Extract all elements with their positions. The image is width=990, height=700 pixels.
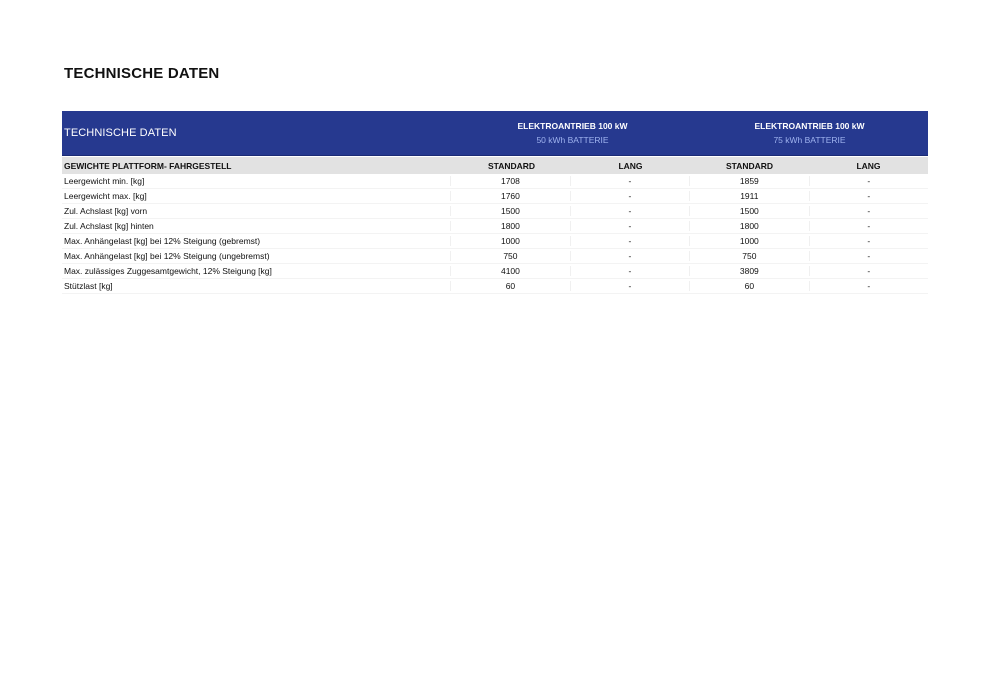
table-header-label: TECHNISCHE DATEN — [64, 127, 177, 139]
table-cell: 1500 — [450, 206, 569, 216]
table-cell: 1000 — [450, 236, 569, 246]
table-cell: - — [809, 221, 928, 231]
table-cell: 1500 — [689, 206, 808, 216]
column-header: LANG — [856, 160, 881, 171]
battery-label: 50 kWh BATTERIE — [536, 135, 609, 145]
table-cell: - — [809, 281, 928, 291]
table-cell: - — [570, 221, 689, 231]
table-cell: - — [809, 251, 928, 261]
engine-group-50kwh — [454, 119, 691, 147]
section-header — [62, 157, 928, 174]
engine-label: ELEKTROANTRIEB 100 kW — [517, 121, 628, 131]
table-cell: 1911 — [689, 191, 808, 201]
table-cell: 4100 — [450, 266, 569, 276]
column-header: STANDARD — [725, 160, 774, 171]
table-cell: 750 — [450, 251, 569, 261]
table-cell: 3809 — [689, 266, 808, 276]
row-label: Zul. Achslast [kg] vorn — [64, 206, 148, 216]
table-body — [62, 174, 928, 294]
row-label: Max. Anhängelast [kg] bei 12% Steigung (ungebremst) — [64, 251, 270, 261]
table-row — [62, 174, 928, 189]
engine-group-75kwh — [691, 119, 928, 147]
row-label: Max. zulässiges Zuggesamtgewicht, 12% Steigung [kg] — [64, 266, 272, 276]
table-cell: - — [570, 206, 689, 216]
table-row — [62, 249, 928, 264]
section-label: GEWICHTE PLATTFORM- FAHRGESTELL — [64, 160, 232, 171]
column-header: STANDARD — [487, 160, 536, 171]
table-cell: - — [809, 191, 928, 201]
table-cell: - — [809, 236, 928, 246]
table-row — [62, 189, 928, 204]
page-title: TECHNISCHE DATEN — [64, 65, 220, 82]
battery-label: 75 kWh BATTERIE — [773, 135, 846, 145]
column-header: LANG — [618, 160, 643, 171]
row-label: Stützlast [kg] — [64, 281, 113, 291]
table-row — [62, 204, 928, 219]
table-cell: 60 — [450, 281, 569, 291]
table-cell: - — [809, 206, 928, 216]
table-row — [62, 279, 928, 294]
table-row — [62, 264, 928, 279]
table-cell: - — [570, 191, 689, 201]
table-cell: - — [570, 266, 689, 276]
row-label: Leergewicht min. [kg] — [64, 176, 145, 186]
table-cell: - — [809, 176, 928, 186]
engine-label: ELEKTROANTRIEB 100 kW — [754, 121, 865, 131]
table-header — [62, 111, 928, 156]
table-cell: - — [570, 176, 689, 186]
table-cell: - — [570, 251, 689, 261]
table-cell: - — [570, 236, 689, 246]
table-cell: - — [809, 266, 928, 276]
table-cell: 1760 — [450, 191, 569, 201]
row-label: Leergewicht max. [kg] — [64, 191, 147, 201]
spec-table — [62, 111, 928, 294]
table-cell: 750 — [689, 251, 808, 261]
table-row — [62, 219, 928, 234]
table-cell: 1000 — [689, 236, 808, 246]
table-cell: 1800 — [450, 221, 569, 231]
table-cell: 1859 — [689, 176, 808, 186]
table-cell: 60 — [689, 281, 808, 291]
row-label: Zul. Achslast [kg] hinten — [64, 221, 154, 231]
table-cell: - — [570, 281, 689, 291]
table-row — [62, 234, 928, 249]
row-label: Max. Anhängelast [kg] bei 12% Steigung (gebremst) — [64, 236, 261, 246]
table-cell: 1708 — [450, 176, 569, 186]
table-cell: 1800 — [689, 221, 808, 231]
